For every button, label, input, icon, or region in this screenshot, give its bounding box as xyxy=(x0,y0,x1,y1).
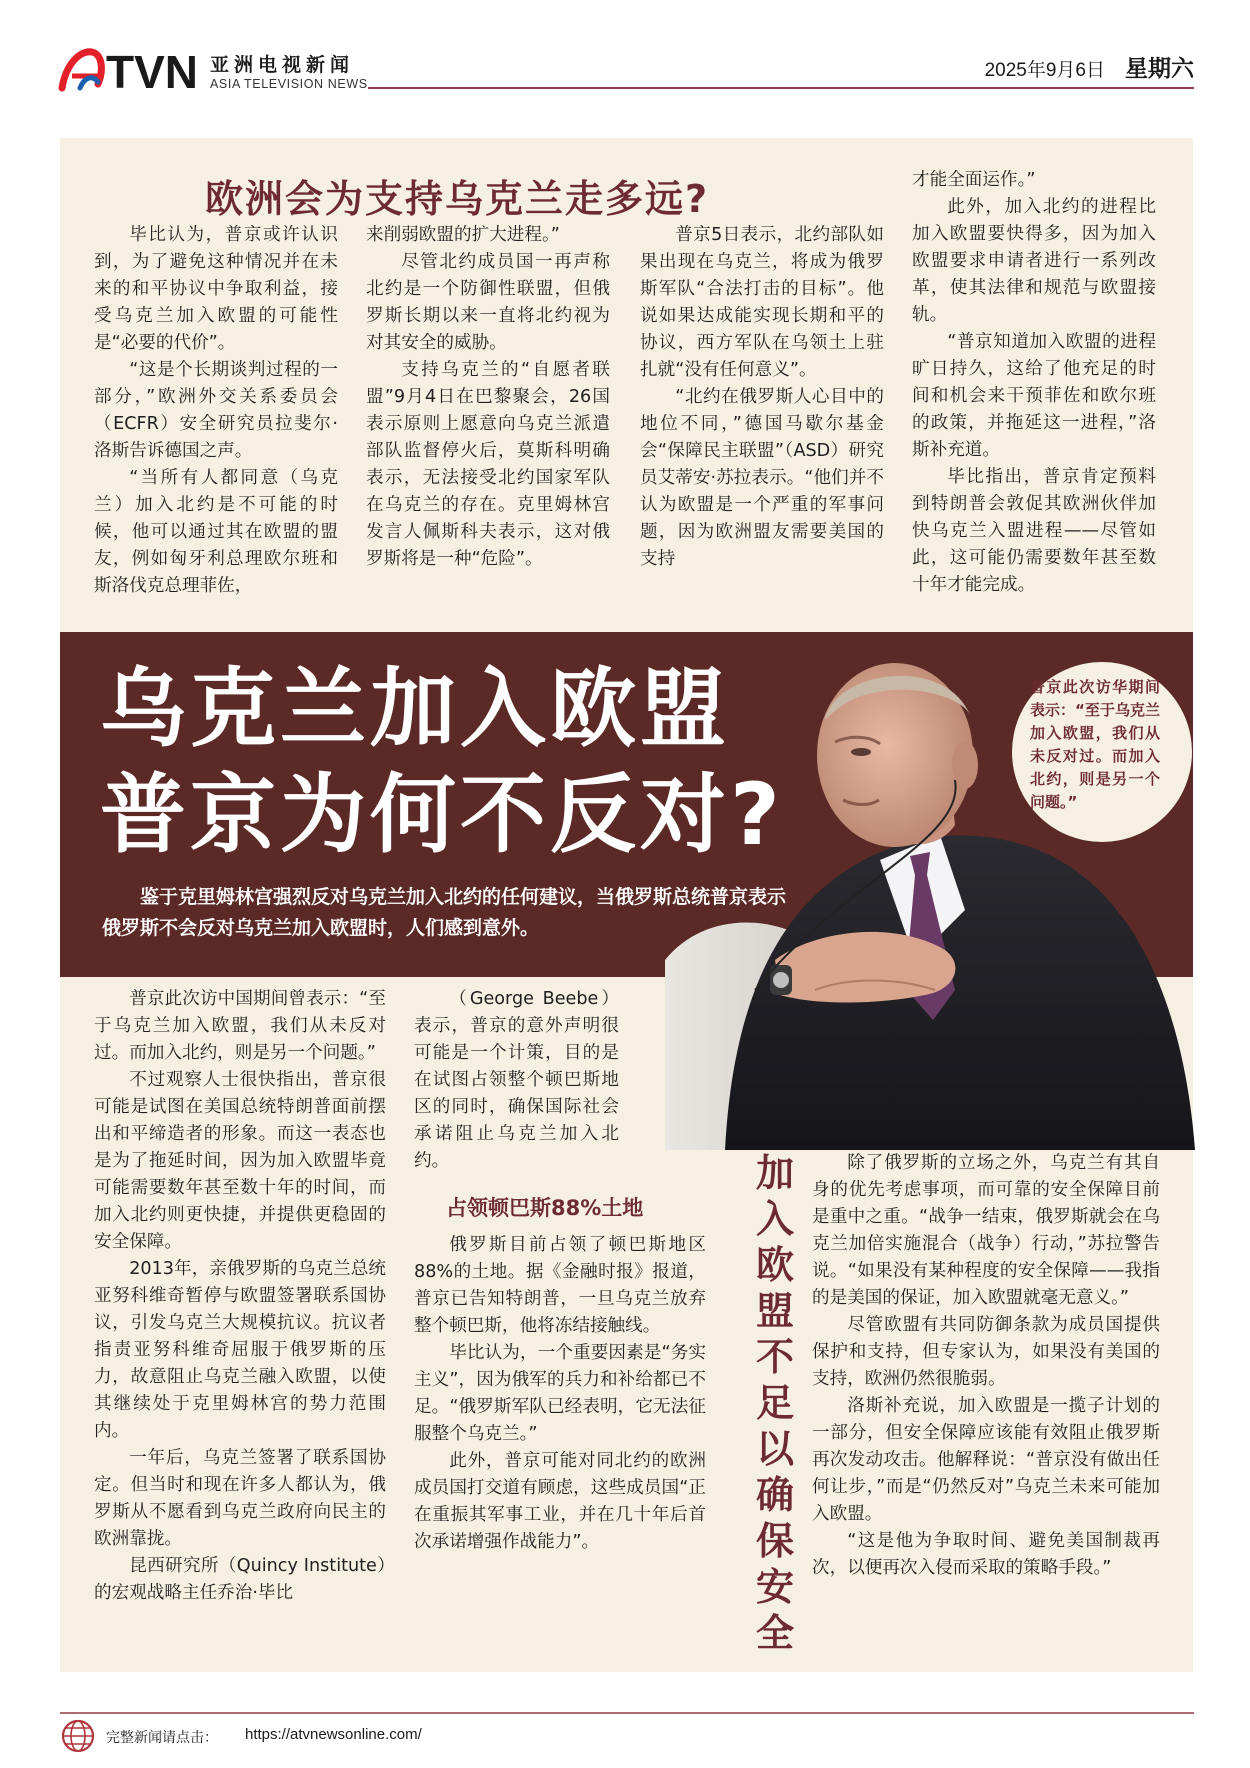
pull-quote-text: 普京此次访华期间表示：“至于乌克兰加入欧盟，我们从未反对过。而加入北约，则是另一个问题。” xyxy=(1030,678,1160,811)
paragraph: 昆西研究所（Quincy Institute）的宏观战略主任乔治·毕比 xyxy=(94,1556,386,1603)
bottom-column-2-top xyxy=(414,986,619,1175)
subheading: 占领顿巴斯88%土地 xyxy=(446,1196,644,1220)
paragraph: 一年后，乌克兰签署了联系国协定。但当时和现在许多人都认为，俄罗斯从不愿看到乌克兰政府向民主的欧洲靠拢。 xyxy=(94,1448,386,1549)
top-column-4 xyxy=(912,167,1156,599)
paragraph: 普京5日表示，北约部队如果出现在乌克兰，将成为俄罗斯军队“合法打击的目标”。他说如果达成能实现长期和平的协议，西方军队在乌领土上驻扎就“没有任何意义”。 xyxy=(640,225,884,380)
headline-line-2: 普京为何不反对? xyxy=(100,765,784,865)
headline-line-1: 乌克兰加入欧盟 xyxy=(100,659,730,759)
header-divider xyxy=(368,87,1194,89)
paragraph: 除了俄罗斯的立场之外，乌克兰有其自身的优先考虑事项，而可靠的安全保障目前是重中之重。“战争一结束，俄罗斯就会在乌克兰加倍实施混合（战争）行动，”苏拉警告说。“如果没有某种程度的安全保障——我指的是美国的保证，加入欧盟就毫无意义。” xyxy=(812,1153,1160,1308)
paragraph: “当所有人都同意（乌克兰）加入北约是不可能的时候，他可以通过其在欧盟的盟友，例如匈牙利总理欧尔班和斯洛伐克总理菲佐， xyxy=(94,468,338,596)
paragraph: “北约在俄罗斯人心目中的地位不同，”德国马歇尔基金会“保障民主联盟”（ASD）研究员艾蒂安·苏拉表示。“他们并不认为欧盟是一个严重的军事问题，因为欧洲盟友需要美国的支持 xyxy=(640,387,884,569)
top-column-1 xyxy=(94,222,338,600)
footer-label: 完整新闻请点击： xyxy=(106,1730,218,1746)
top-column-3 xyxy=(640,222,884,573)
footer-divider xyxy=(60,1712,1194,1714)
section-title: 欧洲会为支持乌克兰走多远? xyxy=(205,177,710,221)
paragraph: 支持乌克兰的“自愿者联盟”9月4日在巴黎聚会，26国表示原则上愿意向乌克兰派遣部队监督停火后，莫斯科明确表示，无法接受北约国家军队在乌克兰的存在。克里姆林宫发言人佩斯科夫表示，这对俄罗斯将是一种“危险”。 xyxy=(366,360,610,569)
paragraph: 普京此次访中国期间曾表示：“至于乌克兰加入欧盟，我们从未反对过。而加入北约，则是另一个问题。” xyxy=(94,989,386,1063)
vertical-section-title: 加入欧盟不足以确保安全 xyxy=(755,1151,794,1655)
paragraph: 尽管欧盟有共同防御条款为成员国提供保护和支持，但专家认为，如果没有美国的支持，欧洲仍然很脆弱。 xyxy=(812,1315,1160,1389)
lede-paragraph: 鉴于克里姆林宫强烈反对乌克兰加入北约的任何建议，当俄罗斯总统普京表示俄罗斯不会反对乌克兰加入欧盟时，人们感到意外。 xyxy=(102,886,787,939)
logo-text: TVN xyxy=(106,46,198,94)
bottom-column-2-bottom xyxy=(414,1232,706,1556)
brand-name-en: ASIA TELEVISION NEWS xyxy=(210,77,368,91)
paragraph: “这是他为争取时间、避免美国制裁再次，以便再次入侵而采取的策略手段。” xyxy=(812,1531,1160,1578)
paragraph: 此外，加入北约的进程比加入欧盟要快得多，因为加入欧盟要求申请者进行一系列改革，使其法律和规范与欧盟接轨。 xyxy=(912,197,1156,325)
globe-emblem-icon xyxy=(60,1718,96,1754)
paragraph: 毕比认为，普京或许认识到，为了避免这种情况并在未来的和平协议中争取利益，接受乌克兰加入欧盟的可能性是“必要的代价”。 xyxy=(94,225,338,353)
paragraph: 俄罗斯目前占领了顿巴斯地区88%的土地。据《金融时报》报道，普京已告知特朗普，一旦乌克兰放弃整个顿巴斯，他将冻结接触线。 xyxy=(414,1235,706,1336)
paragraph: 来削弱欧盟的扩大进程。” xyxy=(366,225,560,245)
atvn-logo xyxy=(58,44,198,94)
paragraph: 毕比认为，一个重要因素是“务实主义”，因为俄军的兵力和补给都已不足。“俄罗斯军队已经表明，它无法征服整个乌克兰。” xyxy=(414,1343,706,1444)
footer-link[interactable]: https://atvnewsonline.com/ xyxy=(245,1726,422,1743)
brand-name-cn: 亚洲电视新闻 xyxy=(210,54,355,76)
masthead xyxy=(0,0,1250,100)
paragraph: 不过观察人士很快指出，普京很可能是试图在美国总统特朗普面前摆出和平缔造者的形象。而这一表态也是为了拖延时间，因为加入欧盟毕竟可能需要数年甚至数十年的时间，而加入北约则更快捷，并提供更稳固的安全保障。 xyxy=(94,1070,386,1252)
bottom-column-1 xyxy=(94,986,386,1607)
paragraph: 洛斯补充说，加入欧盟是一揽子计划的一部分，但安全保障应该能有效阻止俄罗斯再次发动攻击。他解释说：“普京没有做出任何让步，”而是“仍然反对”乌克兰未来可能加入欧盟。 xyxy=(812,1396,1160,1524)
paragraph: 2013年，亲俄罗斯的乌克兰总统亚努科维奇暂停与欧盟签署联系国协议，引发乌克兰大规模抗议。抗议者指责亚努科维奇屈服于俄罗斯的压力，故意阻止乌克兰融入欧盟，以使其继续处于克里姆林宫的势力范围内。 xyxy=(94,1259,386,1441)
top-column-2 xyxy=(366,222,610,573)
paragraph: “这是个长期谈判过程的一部分，”欧洲外交关系委员会（ECFR）安全研究员拉斐尔·洛斯告诉德国之声。 xyxy=(94,360,338,461)
paragraph: （George Beebe）表示，普京的意外声明很可能是一个计策，目的是在试图占领整个顿巴斯地区的同时，确保国际社会承诺阻止乌克兰加入北约。 xyxy=(414,989,619,1171)
paragraph: 尽管北约成员国一再声称北约是一个防御性联盟，但俄罗斯长期以来一直将北约视为对其安全的威胁。 xyxy=(366,252,610,353)
bottom-column-4 xyxy=(812,1150,1160,1582)
issue-weekday: 星期六 xyxy=(1125,56,1194,82)
paragraph: 才能全面运作。” xyxy=(912,170,1036,190)
paragraph: 毕比指出，普京肯定预料到特朗普会敦促其欧洲伙伴加快乌克兰入盟进程——尽管如此，这可能仍需要数年甚至数十年才能完成。 xyxy=(912,467,1156,595)
paragraph: “普京知道加入欧盟的进程旷日持久，这给了他充足的时间和机会来干预菲佐和欧尔班的政策，并拖延这一进程，”洛斯补充道。 xyxy=(912,332,1156,460)
issue-date: 2025年9月6日 xyxy=(984,60,1105,81)
paragraph: 此外，普京可能对同北约的欧洲成员国打交道有顾虑，这些成员国“正在重振其军事工业，并在几十年后首次承诺增强作战能力”。 xyxy=(414,1451,706,1552)
